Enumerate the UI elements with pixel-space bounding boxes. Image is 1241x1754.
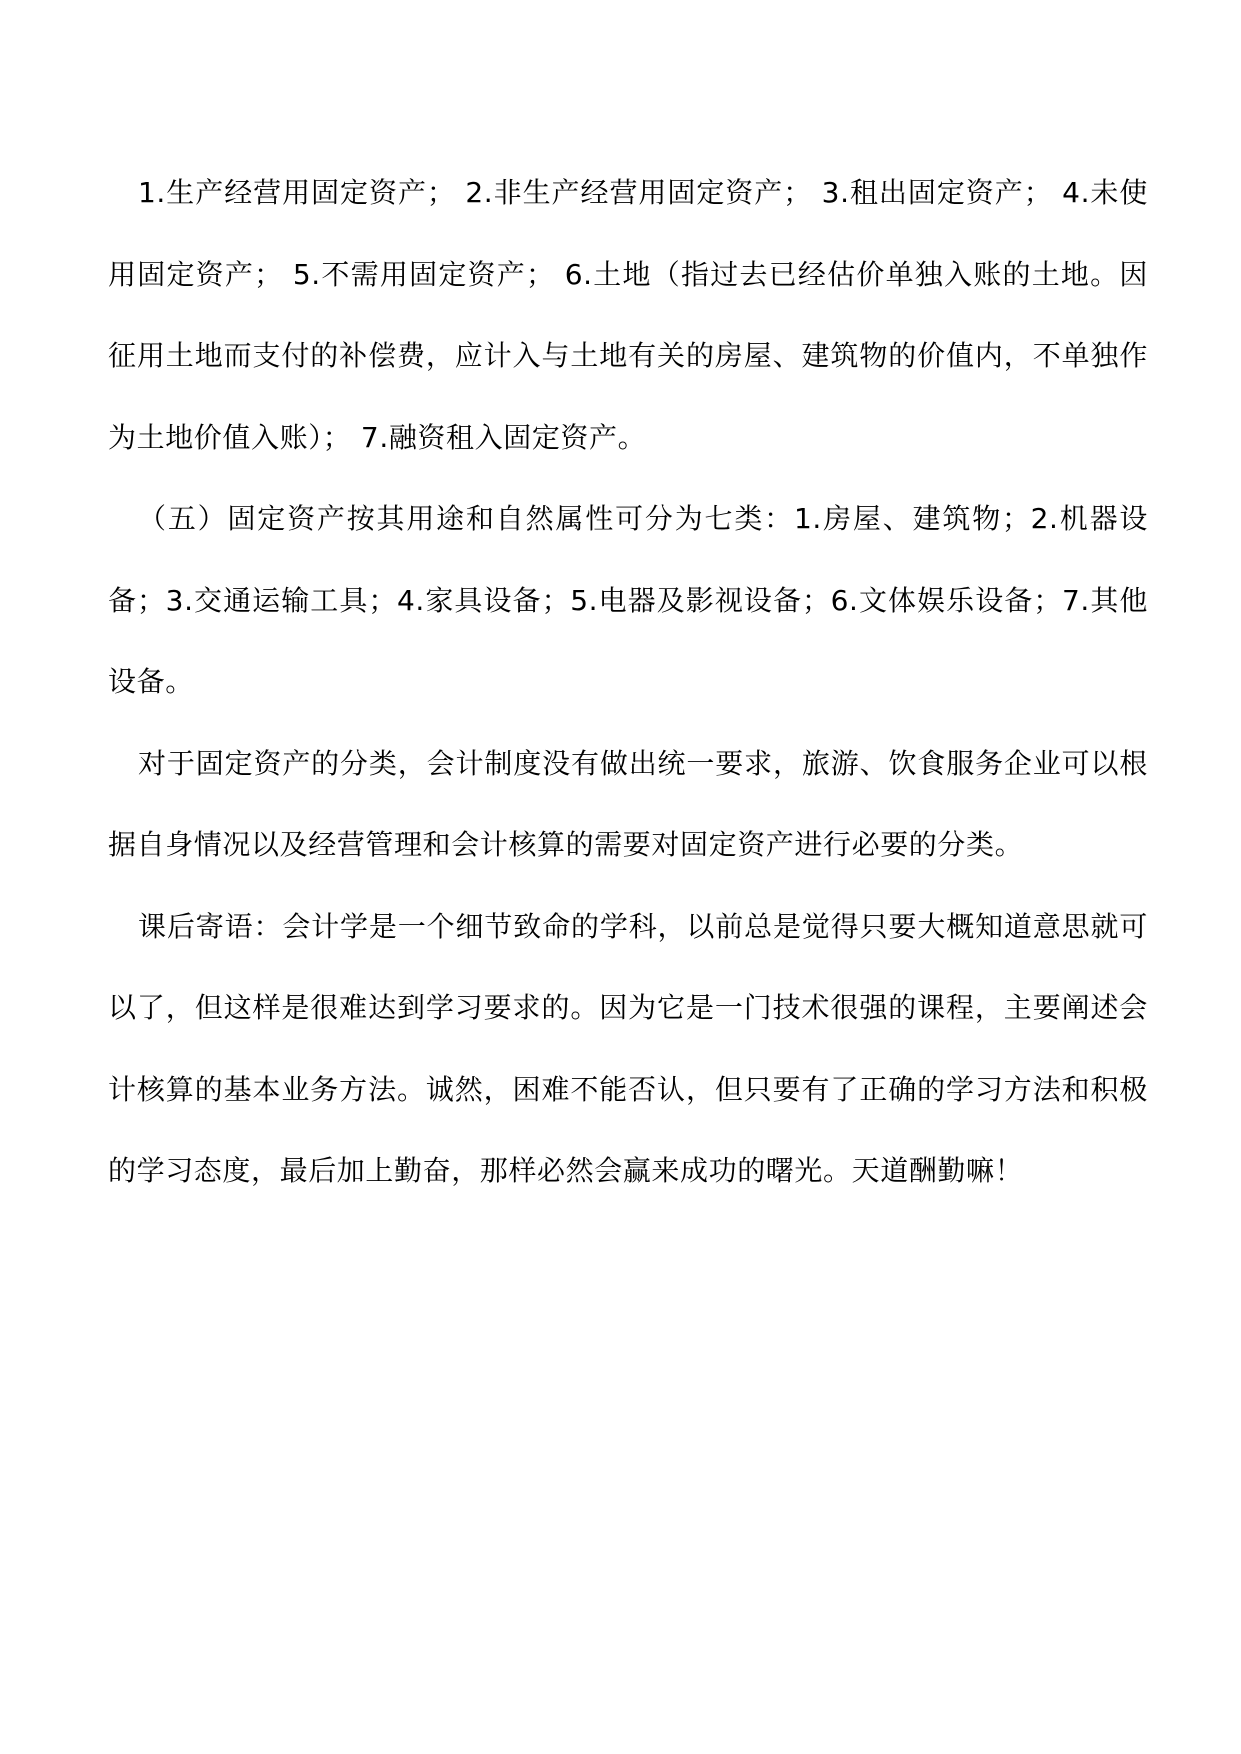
- document-body: [108, 152, 1148, 1212]
- paragraph-seven-categories: （五）固定资产按其用途和自然属性可分为七类：1.房屋、建筑物；2.机器设备；3.交通运输工具；4.家具设备；5.电器及影视设备；6.文体娱乐设备；7.其他设备。: [108, 502, 1148, 698]
- paragraph-classification-note: 对于固定资产的分类，会计制度没有做出统一要求，旅游、饮食服务企业可以根据自身情况以及经营管理和会计核算的需要对固定资产进行必要的分类。: [108, 746, 1148, 861]
- paragraph-fixed-asset-usage-classes: 1.生产经营用固定资产； 2.非生产经营用固定资产； 3.租出固定资产； 4.未使用固定资产； 5.不需用固定资产； 6.土地（指过去已经估价单独入账的土地。因征用土地而支付的补偿费，应计入与土地有关的房屋、建筑物的价值内，不单独作为土地价值入账）； 7.融资租入固定资产。: [108, 176, 1148, 454]
- paragraph-closing-remarks: 课后寄语：会计学是一个细节致命的学科，以前总是觉得只要大概知道意思就可以了，但这样是很难达到学习要求的。因为它是一门技术很强的课程，主要阐述会计核算的基本业务方法。诚然，困难不能否认，但只要有了正确的学习方法和积极的学习态度，最后加上勤奋，那样必然会赢来成功的曙光。天道酬勤嘛！: [108, 909, 1148, 1187]
